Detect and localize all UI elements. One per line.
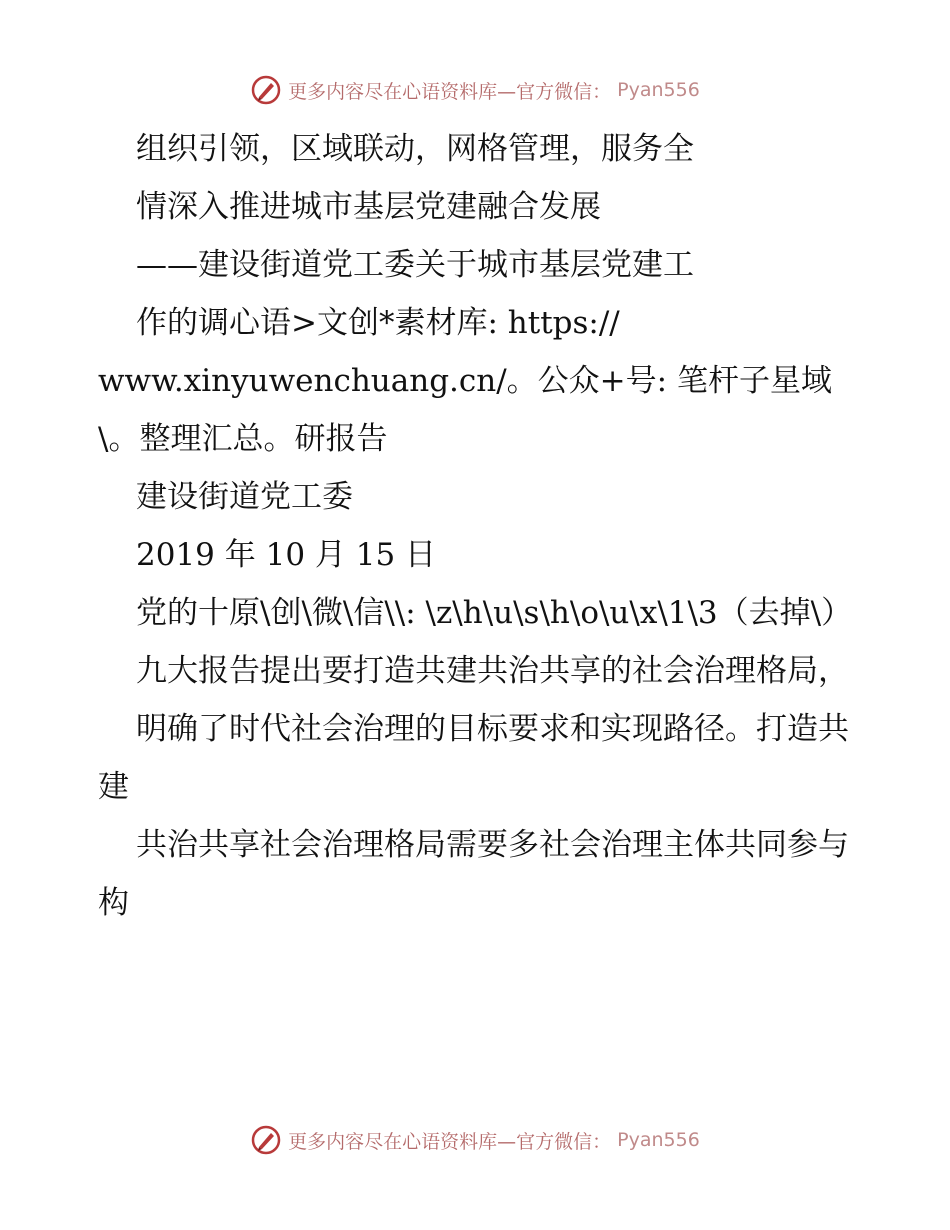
paragraph: ——建设街道党工委关于城市基层党建工 xyxy=(136,247,694,283)
pen-logo-icon xyxy=(250,74,282,106)
paragraph: \。整理汇总。研报告 xyxy=(98,421,388,457)
paragraph: 共治共享社会治理格局需要多社会治理主体共同参与构 xyxy=(98,827,849,921)
watermark-text: 更多内容尽在心语资料库—官方微信： xyxy=(288,80,612,103)
paragraph: 建设街道党工委 xyxy=(136,479,353,515)
paragraph: 党的十原\创\微\信\\: \z\h\u\s\h\o\u\x\1\3（去掉\） xyxy=(136,595,853,631)
document-body xyxy=(98,120,858,932)
paragraph: 组织引领，区域联动，网格管理，服务全 xyxy=(136,131,694,167)
paragraph: www.xinyuwenchuang.cn/。公众+号: 笔杆子星域 xyxy=(98,363,832,399)
watermark-wechat-id: Pyan556 xyxy=(617,1129,700,1151)
paragraph: 作的调心语>文创*素材库: https:// xyxy=(136,305,620,341)
watermark-wechat-id: Pyan556 xyxy=(617,79,700,101)
watermark-header xyxy=(0,70,950,110)
pen-logo-icon xyxy=(250,1124,282,1156)
paragraph: 明确了时代社会治理的目标要求和实现路径。打造共建 xyxy=(98,711,849,805)
watermark-footer xyxy=(0,1120,950,1160)
paragraph: 2019 年 10 月 15 日 xyxy=(136,537,437,573)
paragraph: 九大报告提出要打造共建共治共享的社会治理格局， xyxy=(136,653,849,689)
paragraph: 情深入推进城市基层党建融合发展 xyxy=(136,189,601,225)
watermark-text: 更多内容尽在心语资料库—官方微信： xyxy=(288,1130,612,1153)
